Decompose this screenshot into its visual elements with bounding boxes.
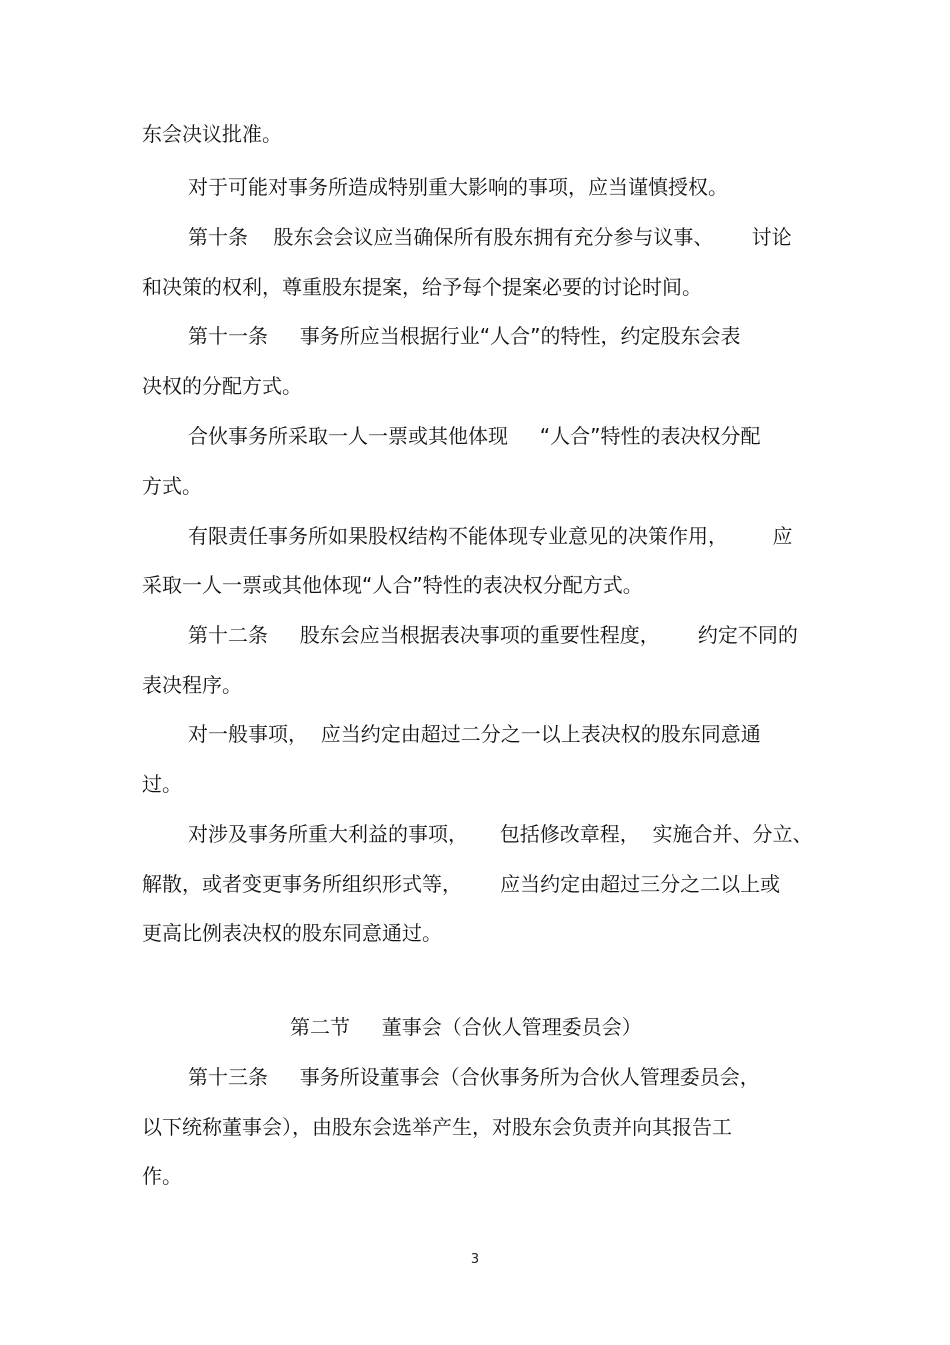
article-10-line: 第十条 股东会会议应当确保所有股东拥有充分参与议事、 讨论 <box>188 225 792 249</box>
paragraph-line: 东会决议批准。 <box>142 122 282 146</box>
paragraph-line: 对于可能对事务所造成特别重大影响的事项，应当谨慎授权。 <box>188 175 728 199</box>
page-number: 3 <box>470 1252 480 1267</box>
paragraph-line: 和决策的权利，尊重股东提案，给予每个提案必要的讨论时间。 <box>142 275 702 299</box>
paragraph-line: 决权的分配方式。 <box>142 374 302 398</box>
article-11-line: 第十一条 事务所应当根据行业“人合”的特性，约定股东会表 <box>188 324 741 348</box>
paragraph-line: 采取一人一票或其他体现“人合”特性的表决权分配方式。 <box>142 573 643 597</box>
paragraph-line: 以下统称董事会），由股东会选举产生，对股东会负责并向其报告工 <box>142 1115 732 1139</box>
paragraph-line: 表决程序。 <box>142 673 242 697</box>
paragraph-line: 有限责任事务所如果股权结构不能体现专业意见的决策作用， 应 <box>188 524 793 548</box>
paragraph-line: 解散，或者变更事务所组织形式等， 应当约定由超过三分之二以上或 <box>142 872 781 896</box>
paragraph-line: 作。 <box>142 1164 182 1188</box>
section-heading: 第二节 董事会（合伙人管理委员会） <box>290 1015 642 1039</box>
paragraph-line: 方式。 <box>142 474 202 498</box>
paragraph-line: 对一般事项， 应当约定由超过二分之一以上表决权的股东同意通 <box>188 722 761 746</box>
paragraph-line: 合伙事务所采取一人一票或其他体现 “人合”特性的表决权分配 <box>188 424 761 448</box>
article-13-line: 第十三条 事务所设董事会（合伙事务所为合伙人管理委员会， <box>188 1065 760 1089</box>
paragraph-line: 更高比例表决权的股东同意通过。 <box>142 921 442 945</box>
paragraph-line: 过。 <box>142 772 182 796</box>
paragraph-line: 对涉及事务所重大利益的事项， 包括修改章程， 实施合并、分立、 <box>188 822 813 846</box>
article-12-line: 第十二条 股东会应当根据表决事项的重要性程度， 约定不同的 <box>188 623 798 647</box>
